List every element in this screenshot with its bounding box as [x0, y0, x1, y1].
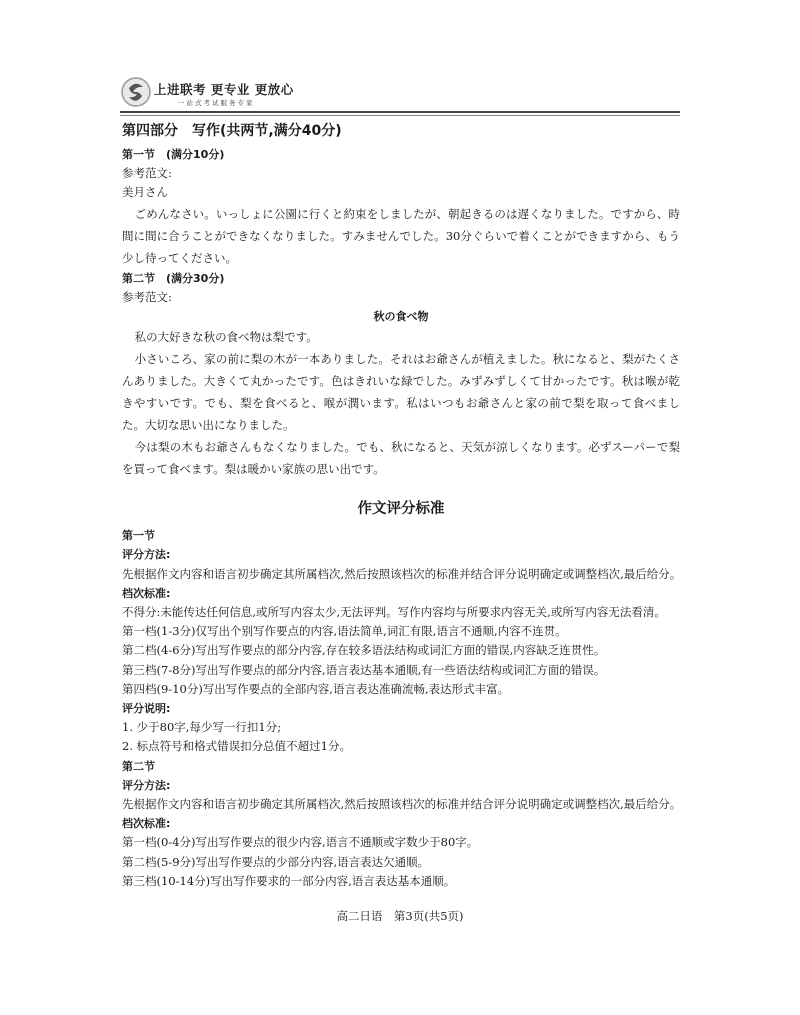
section1-heading: 第一节 (满分10分) — [122, 148, 225, 161]
criteria-note-item: 2. 标点符号和格式错误扣分总值不超过1分。 — [122, 739, 351, 754]
page-footer: 高二日语 第3页(共5页) — [336, 909, 464, 923]
criteria-levels-label: 档次标准: — [122, 586, 171, 600]
essay-paragraph: 今は梨の木もお爺さんもなくなりました。でも、秋になると、天気が涼しくなります。必ずスーパーで梨を買って食べます。梨は暖かい家族の思い出です。 — [122, 440, 680, 477]
criteria-notes-label: 评分说明: — [122, 702, 171, 716]
brand-subtitle: 一站式考试服务专家 — [178, 99, 255, 107]
criteria-level-item: 第三档(10-14分)写出写作要求的一部分内容,语言表达基本通顺。 — [122, 873, 456, 888]
essay-paragraph: 小さいころ、家の前に梨の木が一本ありました。それはお爺さんが植えました。秋になると、梨がたくさんありました。大きくて丸かったです。色はきれいな緑でした。みずみずしくて甘かったです。秋は喉が乾きやすいです。でも、梨を食べると、喉が潤います。私はいつもお爺さんと家の前で梨を取って食べました。大切な思い出になりました。 — [122, 352, 680, 433]
criteria-level-item: 第四档(9-10分)写出写作要点的全部内容,语言表达准确流畅,表达形式丰富。 — [122, 681, 510, 696]
criteria-level-item: 第二档(4-6分)写出写作要点的部分内容,存在较多语法结构或词汇方面的错误,内容缺乏连贯性。 — [122, 643, 606, 658]
criteria-section1-heading: 第一节 — [122, 529, 155, 543]
criteria-method-label: 评分方法: — [122, 548, 171, 562]
criteria-level-item: 第一档(1-3分)仅写出个别写作要点的内容,语法简单,词汇有限,语言不通顺,内容不连贯。 — [122, 624, 567, 639]
brand-logo-icon — [120, 76, 152, 108]
page-header — [120, 76, 680, 112]
section2-ref-label: 参考范文: — [122, 289, 172, 304]
criteria-section2-heading: 第二节 — [122, 759, 155, 773]
criteria-method-label: 评分方法: — [122, 778, 171, 792]
criteria-level-item: 不得分:未能传达任何信息,或所写内容太少,无法评判。写作内容均与所要求内容无关,或所写内容无法看清。 — [122, 605, 666, 620]
criteria-note-item: 1. 少于80字,每少写一行扣1分; — [122, 720, 282, 735]
letter-body: ごめんなさい。いっしょに公園に行くと約束をしましたが、朝起きるのは遅くなりました。ですから、時間に間に合うことができなくなりました。すみませんでした。30分ぐらいで着くことができますから、もう少し待ってください。 — [122, 206, 680, 265]
letter-salutation: 美月さん — [122, 185, 168, 200]
essay-title: 秋の食べ物 — [373, 310, 429, 324]
criteria-level-item: 第三档(7-8分)写出写作要点的部分内容,语言表达基本通顺,有一些语法结构或词汇方面的错误。 — [122, 662, 606, 677]
criteria-method-text: 先根据作文内容和语言初步确定其所属档次,然后按照该档次的标准并结合评分说明确定或调整档次,最后给分。 — [122, 797, 682, 812]
header-rule-thin — [120, 115, 680, 116]
section1-ref-label: 参考范文: — [122, 166, 172, 181]
criteria-level-item: 第二档(5-9分)写出写作要点的少部分内容,语言表达欠通顺。 — [122, 854, 430, 869]
criteria-title: 作文评分标准 — [357, 501, 445, 518]
document-body — [122, 118, 680, 891]
header-rule — [120, 111, 680, 113]
criteria-method-text: 先根据作文内容和语言初步确定其所属档次,然后按照该档次的标准并结合评分说明确定或调整档次,最后给分。 — [122, 566, 682, 581]
part-title: 第四部分 写作(共两节,满分40分) — [122, 123, 342, 139]
brand-slogan: 上进联考 更专业 更放心 — [154, 82, 294, 97]
essay-paragraph: 私の大好きな秋の食べ物は梨です。 — [134, 330, 318, 345]
criteria-levels-label: 档次标准: — [122, 817, 171, 831]
section2-heading: 第二节 (满分30分) — [122, 271, 225, 285]
criteria-level-item: 第一档(0-4分)写出写作要点的很少内容,语言不通顺或字数少于80字。 — [122, 835, 479, 850]
